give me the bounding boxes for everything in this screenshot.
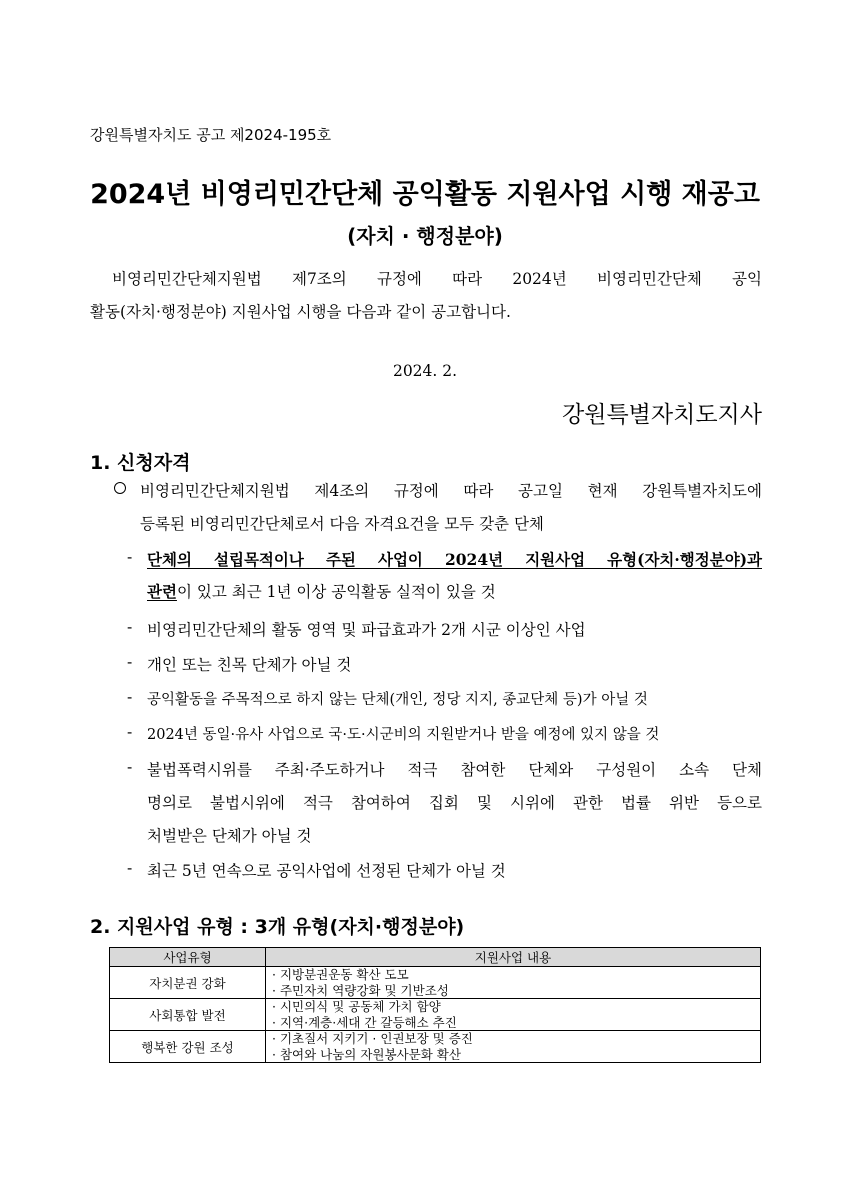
requirement-dash: - bbox=[127, 688, 133, 706]
requirement-dash: - bbox=[127, 618, 133, 636]
content-cell bbox=[266, 999, 761, 1031]
content-line: · 지방분권운동 확산 도모 bbox=[272, 967, 409, 982]
content-line: · 기초질서 지키기 · 인권보장 및 증진 bbox=[272, 1031, 473, 1046]
document-subtitle: (자치 · 행정분야) bbox=[347, 224, 503, 248]
content-cell bbox=[266, 1031, 761, 1063]
content-line: · 지역·계층·세대 간 갈등해소 추진 bbox=[272, 1014, 457, 1030]
requirement-2: 비영리민간단체의 활동 영역 및 파급효과가 2개 시군 이상인 사업 bbox=[147, 621, 586, 639]
requirement-4: 공익활동을 주목적으로 하지 않는 단체(개인, 정당 지지, 종교단체 등)가 아닐 것 bbox=[147, 692, 648, 708]
type-cell: 사회통합 발전 bbox=[110, 999, 266, 1031]
requirement-3: 개인 또는 친목 단체가 아닐 것 bbox=[147, 656, 352, 674]
table-header-row bbox=[110, 948, 761, 967]
requirement-6-line-1: 불법폭력시위를 주최·주도하거나 적극 참여한 단체와 구성원이 소속 단체 bbox=[147, 761, 762, 779]
document-title: 2024년 비영리민간단체 공익활동 지원사업 시행 재공고 bbox=[90, 179, 760, 210]
bullet-line-1: 비영리민간단체지원법 제4조의 규정에 따라 공고일 현재 강원특별자치도에 bbox=[140, 482, 762, 500]
requirement-dash: - bbox=[127, 859, 133, 877]
content-line: · 참여와 나눔의 자원봉사문화 확산 bbox=[272, 1046, 461, 1062]
requirement-1-line-2 bbox=[147, 580, 496, 602]
support-types-table bbox=[109, 947, 761, 1063]
bullet-line-2: 등록된 비영리민간단체로서 다음 자격요건을 모두 갖춘 단체 bbox=[140, 515, 544, 533]
requirement-7: 최근 5년 연속으로 공익사업에 선정된 단체가 아닐 것 bbox=[147, 862, 506, 880]
column-header-content: 지원사업 내용 bbox=[266, 948, 761, 967]
type-cell: 행복한 강원 조성 bbox=[110, 1031, 266, 1063]
requirement-1-underlined: 단체의 설립목적이나 주된 사업이 2024년 지원사업 유형(자치·행정분야)과 bbox=[147, 550, 762, 569]
content-line: · 주민자치 역량강화 및 기반조성 bbox=[272, 982, 449, 998]
requirement-dash: - bbox=[127, 758, 133, 776]
requirement-1-underlined-end: 관련 bbox=[147, 582, 177, 601]
requirement-1-rest: 이 있고 최근 1년 이상 공익활동 실적이 있을 것 bbox=[176, 583, 496, 601]
table-row bbox=[110, 967, 761, 999]
intro-line-2: 활동(자치·행정분야) 지원사업 시행을 다음과 같이 공고합니다. bbox=[90, 303, 511, 321]
requirement-5: 2024년 동일·유사 사업으로 국·도·시군비의 지원받거나 받을 예정에 있지 않을 것 bbox=[147, 727, 660, 743]
section-heading-eligibility: 1. 신청자격 bbox=[90, 452, 191, 474]
requirement-dash: - bbox=[127, 653, 133, 671]
notice-number: 강원특별자치도 공고 제2024-195호 bbox=[90, 126, 332, 144]
notice-date: 2024. 2. bbox=[392, 362, 458, 380]
content-cell bbox=[266, 967, 761, 999]
circle-bullet-icon bbox=[114, 482, 126, 494]
table-row bbox=[110, 1031, 761, 1063]
requirement-dash: - bbox=[127, 723, 133, 741]
intro-line-1: 비영리민간단체지원법 제7조의 규정에 따라 2024년 비영리민간단체 공익 bbox=[112, 270, 762, 288]
requirement-6-line-2: 명의로 불법시위에 적극 참여하여 집회 및 시위에 관한 법률 위반 등으로 bbox=[147, 794, 762, 812]
type-cell: 자치분권 강화 bbox=[110, 967, 266, 999]
section-heading-support-types: 2. 지원사업 유형 : 3개 유형(자치·행정분야) bbox=[90, 916, 465, 938]
intro-paragraph bbox=[90, 263, 762, 329]
requirement-6-line-3: 처벌받은 단체가 아닐 것 bbox=[147, 827, 312, 845]
issuer-name: 강원특별자치도지사 bbox=[562, 402, 762, 428]
table-row bbox=[110, 999, 761, 1031]
requirement-dash: - bbox=[127, 548, 133, 566]
content-line: · 시민의식 및 공동체 가치 함양 bbox=[272, 999, 441, 1014]
requirement-1-line-1 bbox=[147, 548, 762, 570]
column-header-type: 사업유형 bbox=[110, 948, 266, 967]
